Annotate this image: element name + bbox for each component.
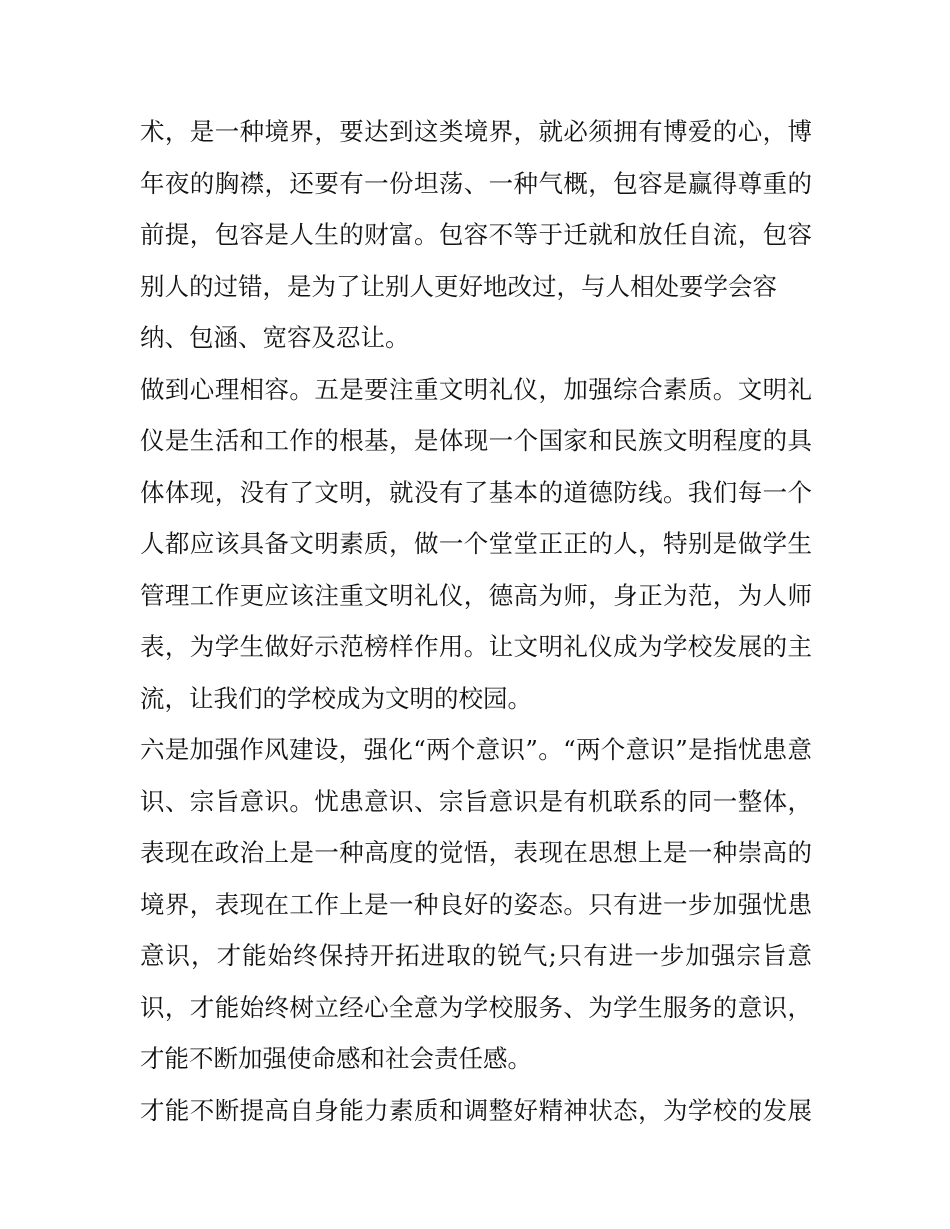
text-line: 纳、包涵、宽容及忍让。 [140, 323, 410, 352]
text-line: 别人的过错，是为了让别人更好地改过，与人相处要学会容 [140, 271, 777, 301]
text-line: 六是加强作风建设，强化“两个意识”。“两个意识”是指忧患意 [140, 735, 812, 764]
text-line: 才能不断提高自身能力素质和调整好精神状态，为学校的发展 [140, 1095, 812, 1125]
text-line: 境界，表现在工作上是一种良好的姿态。只有进一步加强忧患 [140, 889, 812, 919]
text-line: 年夜的胸襟，还要有一份坦荡、一种气概，包容是赢得尊重的 [140, 168, 812, 198]
text-line: 流，让我们的学校成为文明的校园。 [140, 683, 532, 713]
text-line: 表现在政治上是一种高度的觉悟，表现在思想上是一种崇高的 [140, 838, 812, 867]
text-line: 意识，才能始终保持开拓进取的锐气;只有进一步加强宗旨意 [140, 941, 812, 970]
text-line: 识，才能始终树立经心全意为学校服务、为学生服务的意识， [140, 992, 812, 1022]
text-line: 做到心理相容。五是要注重文明礼仪，加强综合素质。文明礼 [140, 374, 812, 404]
text-line: 前提，包容是人生的财富。包容不等于迁就和放任自流，包容 [140, 220, 812, 249]
text-line: 人都应该具备文明素质，做一个堂堂正正的人，特别是做学生 [140, 529, 812, 558]
text-line: 体体现，没有了文明，就没有了基本的道德防线。我们每一个 [140, 477, 812, 507]
document-body [140, 106, 812, 1136]
text-line: 表，为学生做好示范榜样作用。让文明礼仪成为学校发展的主 [140, 632, 812, 661]
text-line: 仪是生活和工作的根基，是体现一个国家和民族文明程度的具 [140, 426, 812, 455]
text-line: 管理工作更应该注重文明礼仪，德高为师，身正为范，为人师 [140, 580, 812, 610]
text-line: 才能不断加强使命感和社会责任感。 [140, 1044, 532, 1073]
text-line: 术，是一种境界，要达到这类境界，就必须拥有博爱的心，博 [140, 117, 812, 146]
text-line: 识、宗旨意识。忧患意识、宗旨意识是有机联系的同一整体， [140, 786, 812, 816]
